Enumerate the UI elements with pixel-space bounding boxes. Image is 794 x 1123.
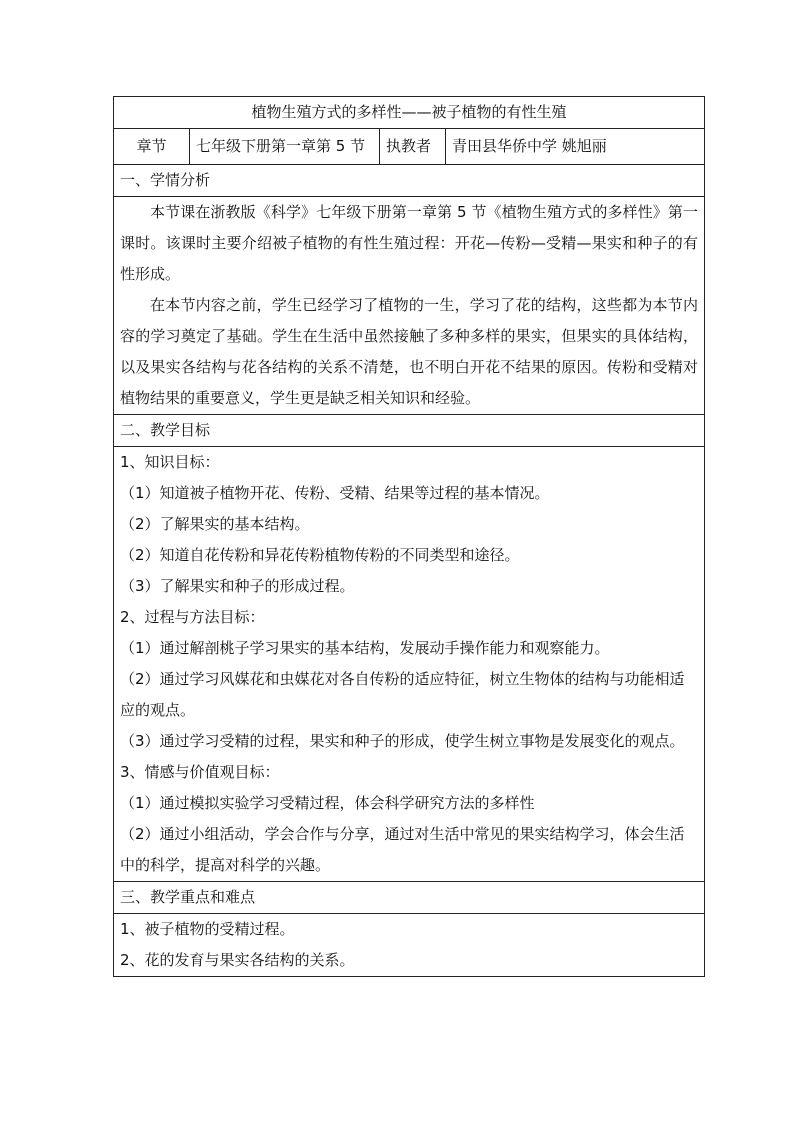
analysis-paragraph: 在本节内容之前，学生已经学习了植物的一生，学习了花的结构，这些都为本节内容的学习奠定了基础。学生在生活中虽然接触了多种多样的果实，但果实的具体结构，以及果实各结构与花各结构的关系不清楚，也不明白开花不结果的原因。传粉和受精对植物结果的重要意义，学生更是缺乏相关知识和经验。	[120, 296, 699, 407]
objective-line: （2）通过学习风媒花和虫媒花对各自传粉的适应特征，树立生物体的结构与功能相适应的观点。	[120, 670, 685, 719]
keypoints-heading-row	[114, 882, 705, 914]
objective-line: （2）通过小组活动，学会合作与分享，通过对生活中常见的果实结构学习，体会生活中的科学，提高对科学的兴趣。	[120, 825, 685, 874]
objective-line: （1）通过模拟实验学习受精过程，体会科学研究方法的多样性	[120, 794, 535, 812]
analysis-heading-row	[114, 165, 705, 197]
analysis-body-row	[114, 197, 705, 415]
title-row	[114, 97, 705, 129]
objectives-body	[114, 447, 705, 882]
meta-row	[114, 129, 705, 165]
objective-line: 1、知识目标：	[120, 453, 220, 471]
section-heading-analysis: 一、学情分析	[114, 165, 705, 197]
objectives-heading-row	[114, 415, 705, 447]
document-title: 植物生殖方式的多样性——被子植物的有性生殖	[114, 97, 705, 129]
chapter-value: 七年级下册第一章第 5 节	[190, 129, 380, 165]
objectives-body-row	[114, 447, 705, 882]
chapter-label: 章节	[114, 129, 190, 165]
objective-line: （3）通过学习受精的过程，果实和种子的形成，使学生树立事物是发展变化的观点。	[120, 732, 685, 750]
objective-line: （2）知道自花传粉和异花传粉植物传粉的不同类型和途径。	[120, 546, 520, 564]
keypoints-body-row	[114, 914, 705, 977]
keypoint-line: 1、被子植物的受精过程。	[120, 920, 295, 938]
keypoint-line: 2、花的发育与果实各结构的关系。	[120, 951, 355, 969]
objective-line: （1）知道被子植物开花、传粉、受精、结果等过程的基本情况。	[120, 484, 550, 502]
analysis-body	[114, 197, 705, 415]
objective-line: （1）通过解剖桃子学习果实的基本结构，发展动手操作能力和观察能力。	[120, 639, 610, 657]
section-heading-objectives: 二、教学目标	[114, 415, 705, 447]
lesson-plan-table	[113, 96, 705, 977]
objective-line: （2）了解果实的基本结构。	[120, 515, 310, 533]
teacher-label: 执教者	[380, 129, 446, 165]
analysis-paragraph: 本节课在浙教版《科学》七年级下册第一章第 5 节《植物生殖方式的多样性》第一课时。该课时主要介绍被子植物的有性生殖过程：开花—传粉—受精—果实和种子的有性形成。	[120, 203, 699, 283]
objective-line: 3、情感与价值观目标：	[120, 763, 280, 781]
keypoints-body	[114, 914, 705, 977]
section-heading-keypoints: 三、教学重点和难点	[114, 882, 705, 914]
objective-line: （3）了解果实和种子的形成过程。	[120, 577, 355, 595]
teacher-value: 青田县华侨中学 姚旭丽	[446, 129, 705, 165]
objective-line: 2、过程与方法目标：	[120, 608, 265, 626]
